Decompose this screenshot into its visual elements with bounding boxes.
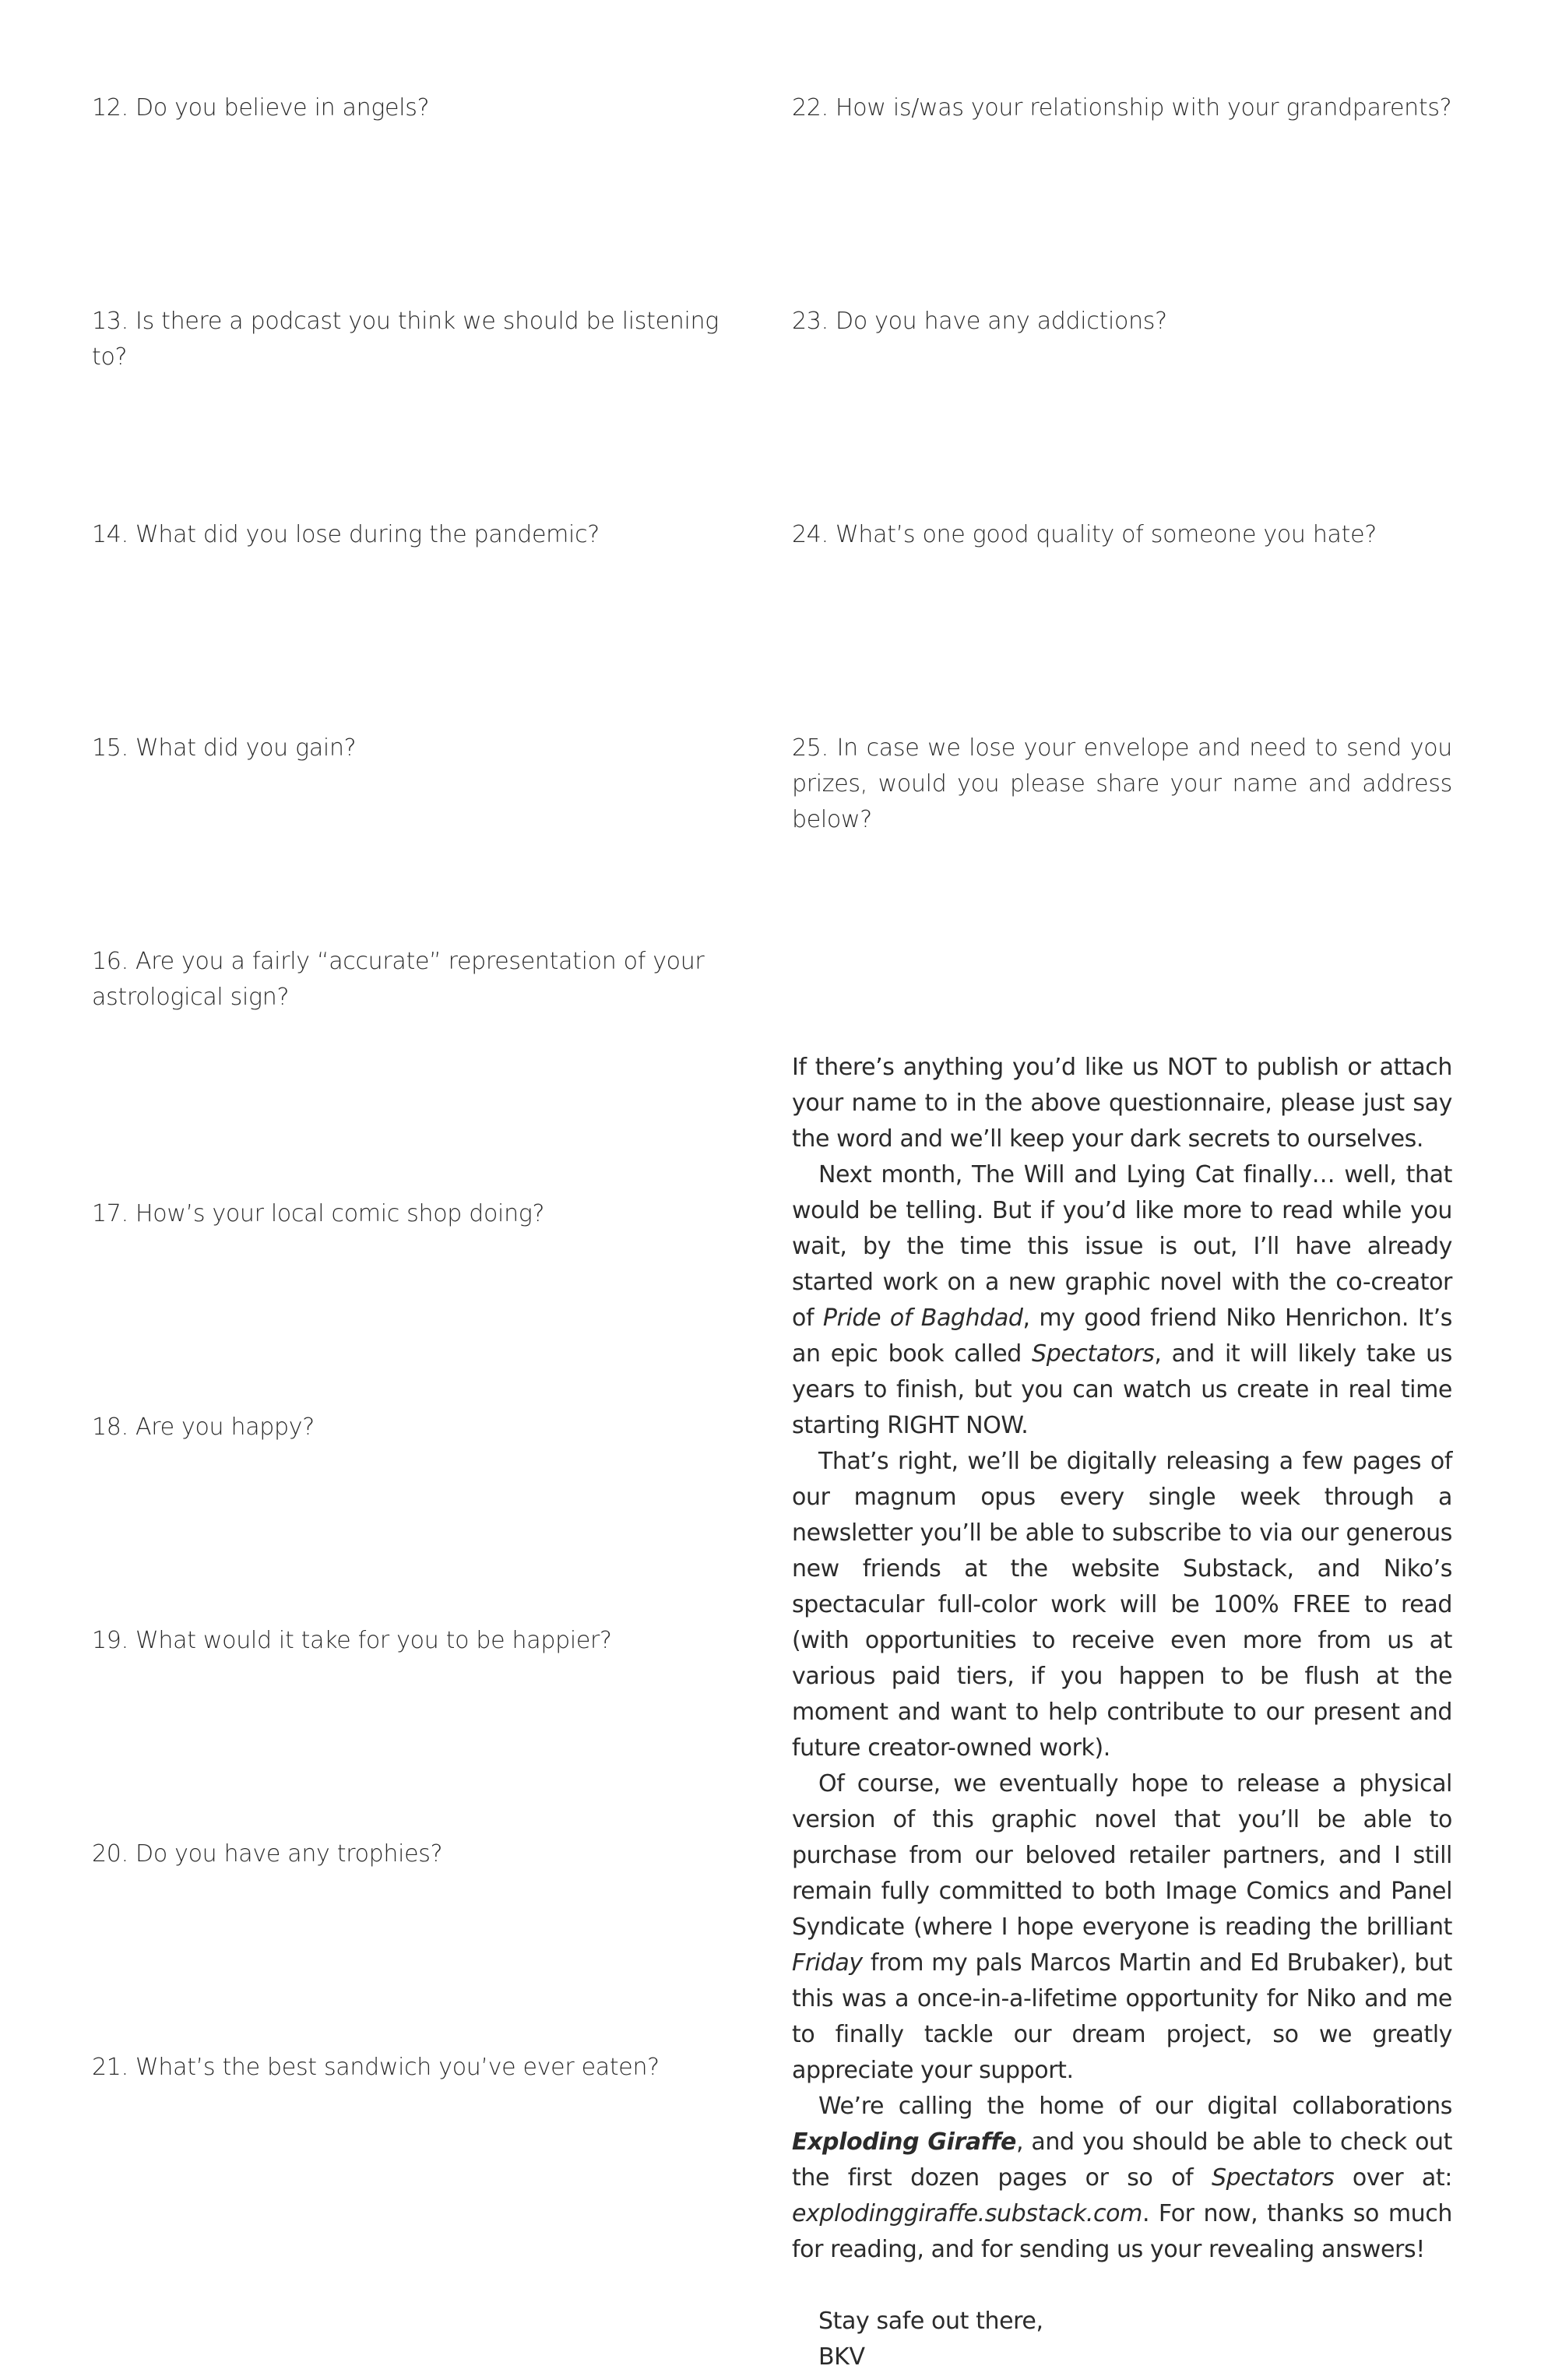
letter-paragraph-5: We’re calling the home of our digital collaborations Exploding Giraffe, and you should be able to check out the first dozen pages or so of Spectators over at: explodinggiraffe.substack.com. For now, thanks so much for reading, and for sending us your revealing answers! <box>792 2093 1452 2263</box>
question-23: 23. Do you have any addictions? <box>792 308 1167 335</box>
signoff: Stay safe out there, <box>818 2308 1043 2335</box>
signature: BKV <box>818 2343 865 2371</box>
question-21: 21. What’s the best sandwich you’ve ever eaten? <box>92 2054 660 2081</box>
exploding-giraffe-title: Exploding Giraffe <box>792 2128 1016 2156</box>
question-22: 22. How is/was your relationship with your grandparents? <box>792 94 1452 121</box>
question-24: 24. What’s one good quality of someone you hate? <box>792 521 1377 548</box>
editor-letter <box>792 1050 1452 2375</box>
letter-paragraph-1: If there’s anything you’d like us NOT to publish or attach your name to in the above questionnaire, please just say the word and we’ll keep your dark secrets to ourselves. <box>792 1054 1452 1153</box>
substack-url: explodinggiraffe.substack.com <box>792 2200 1142 2227</box>
letter-paragraph-4: Of course, we eventually hope to release a physical version of this graphic novel that you’ll be able to purchase from our beloved retailer partners, and I still remain fully committed to both Image Comics and Panel Syndicate (where I hope everyone is reading the brilliant Friday from my pals Marcos Martin and Ed Brubaker), but this was a once-in-a-lifetime opportunity for Niko and me to finally tackle our dream project, so we greatly appreciate your support. <box>792 1770 1452 2084</box>
letter-paragraph-3: That’s right, we’ll be digitally releasing a few pages of our magnum opus every single week through a newsletter you’ll be able to subscribe to via our generous new friends at the website Substack, and Niko’s spectacular full-color work will be 100% FREE to read (with opportunities to receive even more from us at various paid tiers, if you happen to be flush at the moment and want to help contribute to our present and future creator-owned work). <box>792 1448 1452 1762</box>
question-19: 19. What would it take for you to be happier? <box>92 1627 612 1654</box>
question-25: 25. In case we lose your envelope and need to send you prizes, would you please share your name and address below? <box>792 734 1452 833</box>
question-16: 16. Are you a fairly “accurate” representation of your astrological sign? <box>92 948 705 1011</box>
letter-paragraph-2: Next month, The Will and Lying Cat finally… well, that would be telling. But if you’d like more to read while you wait, by the time this issue is out, I’ll have already started work on a new graphic novel with the co-creator of Pride of Baghdad, my good friend Niko Henrichon. It’s an epic book called Spectators, and it will likely take us years to finish, but you can watch us create in real time starting RIGHT NOW. <box>792 1161 1453 1439</box>
question-20: 20. Do you have any trophies? <box>92 1840 443 1868</box>
question-18: 18. Are you happy? <box>92 1414 315 1441</box>
question-13: 13. Is there a podcast you think we should be listening to? <box>92 308 719 371</box>
question-15: 15. What did you gain? <box>92 734 357 762</box>
question-17: 17. How’s your local comic shop doing? <box>92 1200 545 1227</box>
question-14: 14. What did you lose during the pandemic? <box>92 521 600 548</box>
question-12: 12. Do you believe in angels? <box>92 94 430 121</box>
